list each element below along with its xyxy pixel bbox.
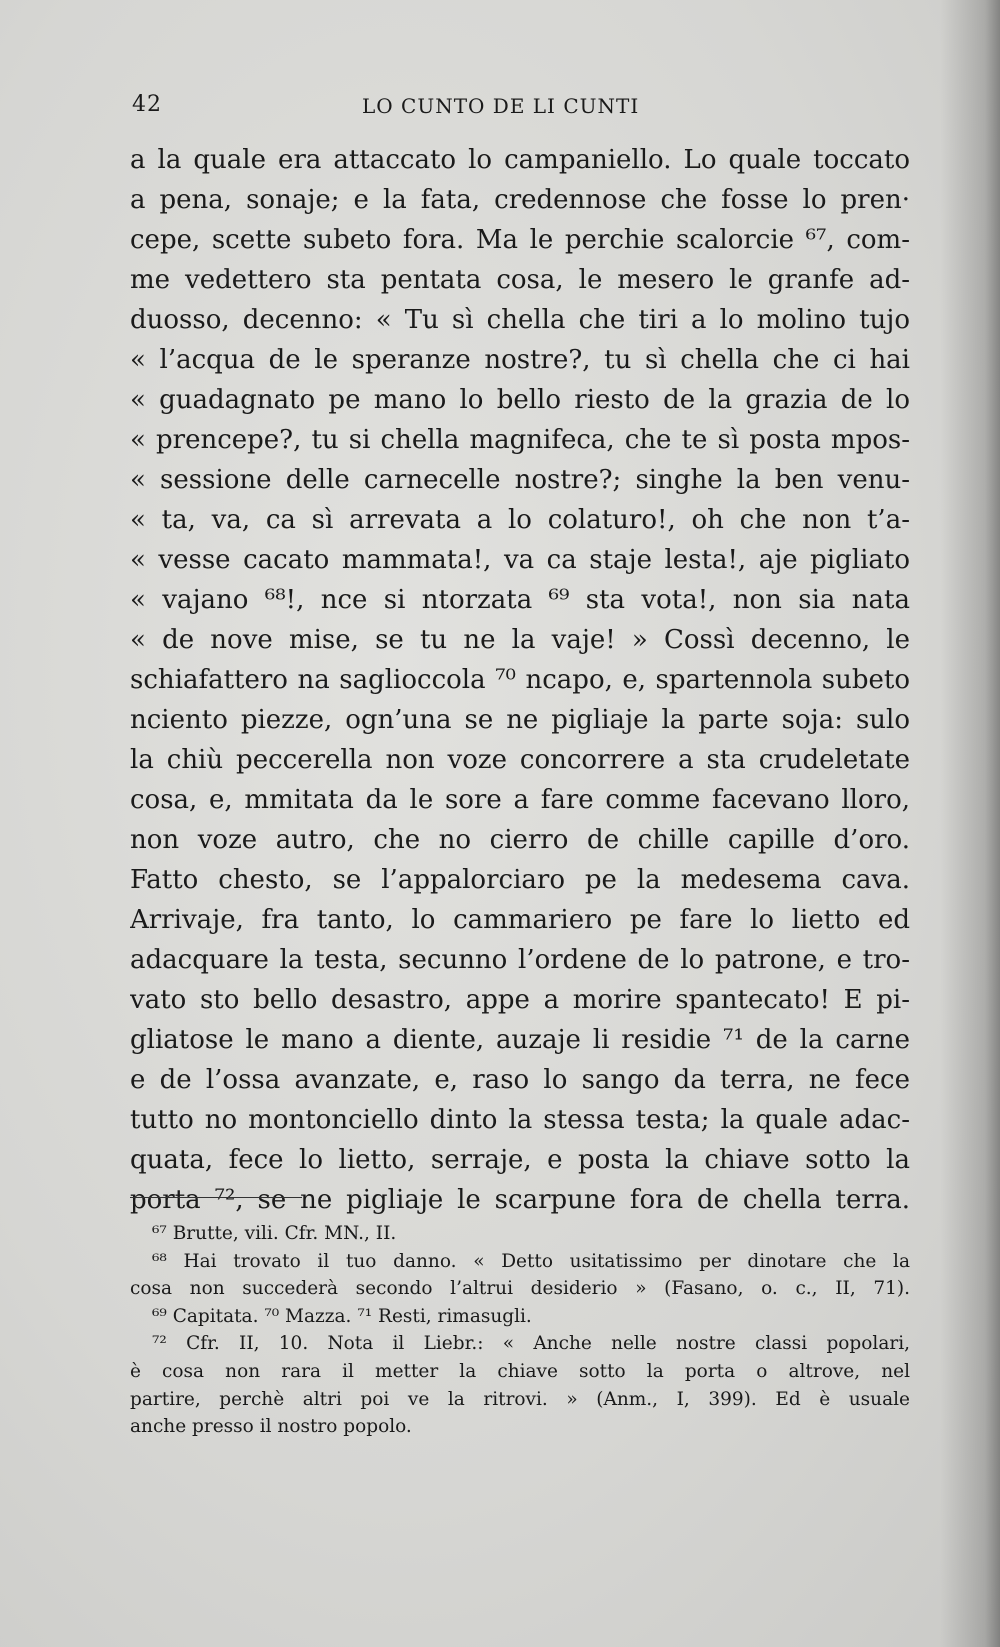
footnote-line: ⁶⁸ Hai trovato il tuo danno. « Detto usitatissimo per dinotare che la <box>152 1250 910 1272</box>
text-line: quata, fece lo lietto, serraje, e posta la chiave sotto la <box>130 1145 910 1175</box>
text-line: adacquare la testa, secunno l’ordene de lo patrone, e tro- <box>130 945 910 975</box>
text-line: e de l’ossa avanzate, e, raso lo sango da terra, ne fece <box>130 1065 910 1095</box>
text-line: me vedettero sta pentata cosa, le mesero le granfe ad- <box>130 265 910 295</box>
footnotes <box>130 1220 910 1441</box>
text-line: gliatose le mano a diente, auzaje li residie ⁷¹ de la carne <box>130 1025 910 1055</box>
text-line: « guadagnato pe mano lo bello riesto de la grazia de lo <box>130 385 910 415</box>
text-line: tutto no montonciello dinto la stessa testa; la quale adac- <box>130 1105 910 1135</box>
body-text <box>130 140 910 1220</box>
text-line: vato sto bello desastro, appe a morire spantecato! E pi- <box>130 985 910 1015</box>
text-line: « sessione delle carnecelle nostre?; singhe la ben venu- <box>130 465 910 495</box>
footnote-line: è cosa non rara il metter la chiave sotto la porta o altrove, nel <box>130 1360 910 1382</box>
text-line: nciento piezze, ogn’una se ne pigliaje la parte soja: sulo <box>130 705 910 735</box>
text-line: duosso, decenno: « Tu sì chella che tiri a lo molino tujo <box>130 305 910 335</box>
text-line: Fatto chesto, se l’appalorciaro pe la medesema cava. <box>130 865 910 895</box>
footnote-line: anche presso il nostro popolo. <box>130 1416 412 1438</box>
text-line: « vesse cacato mammata!, va ca staje lesta!, aje pigliato <box>130 545 910 575</box>
footnote-line: ⁷² Cfr. II, 10. Nota il Liebr.: « Anche nelle nostre classi popolari, <box>152 1333 910 1355</box>
text-line: non voze autro, che no cierro de chille capille d’oro. <box>130 825 910 855</box>
text-line: Arrivaje, fra tanto, lo cammariero pe fare lo lietto ed <box>130 905 910 935</box>
text-line: a la quale era attaccato lo campaniello. Lo quale toccato <box>130 145 910 175</box>
text-line: porta ⁷², se ne pigliaje le scarpune fora de chella terra. <box>130 1185 910 1215</box>
running-title: LO CUNTO DE LI CUNTI <box>362 94 640 118</box>
footnote-divider <box>130 1197 302 1198</box>
text-line: « de nove mise, se tu ne la vaje! » Cossì decenno, le <box>130 625 910 655</box>
text-line: cosa, e, mmitata da le sore a fare comme facevano lloro, <box>130 785 910 815</box>
text-line: « vajano ⁶⁸!, nce si ntorzata ⁶⁹ sta vota!, non sia nata <box>130 585 910 615</box>
text-line: la chiù peccerella non voze concorrere a sta crudeletate <box>130 745 910 775</box>
footnote-line: cosa non succederà secondo l’altrui desiderio » (Fasano, o. c., II, 71). <box>130 1278 910 1300</box>
page-header <box>132 92 912 132</box>
text-line: « prencepe?, tu si chella magnifeca, che te sì posta mpos- <box>130 425 910 455</box>
text-line: « ta, va, ca sì arrevata a lo colaturo!, oh che non t’a- <box>130 505 910 535</box>
text-line: a pena, sonaje; e la fata, credennose che fosse lo pren· <box>130 185 910 215</box>
footnote-line: ⁶⁹ Capitata. ⁷⁰ Mazza. ⁷¹ Resti, rimasugli. <box>152 1305 532 1327</box>
text-line: cepe, scette subeto fora. Ma le perchie scalorcie ⁶⁷, com- <box>130 225 910 255</box>
page-number: 42 <box>132 92 162 117</box>
text-line: « l’acqua de le speranze nostre?, tu sì chella che ci hai <box>130 345 910 375</box>
footnote-line: ⁶⁷ Brutte, vili. Cfr. MN., II. <box>152 1223 397 1244</box>
footnote-line: partire, perchè altri poi ve la ritrovi. » (Anm., I, 399). Ed è usuale <box>130 1388 910 1410</box>
text-line: schiafattero na saglioccola ⁷⁰ ncapo, e, spartennola subeto <box>130 665 910 695</box>
